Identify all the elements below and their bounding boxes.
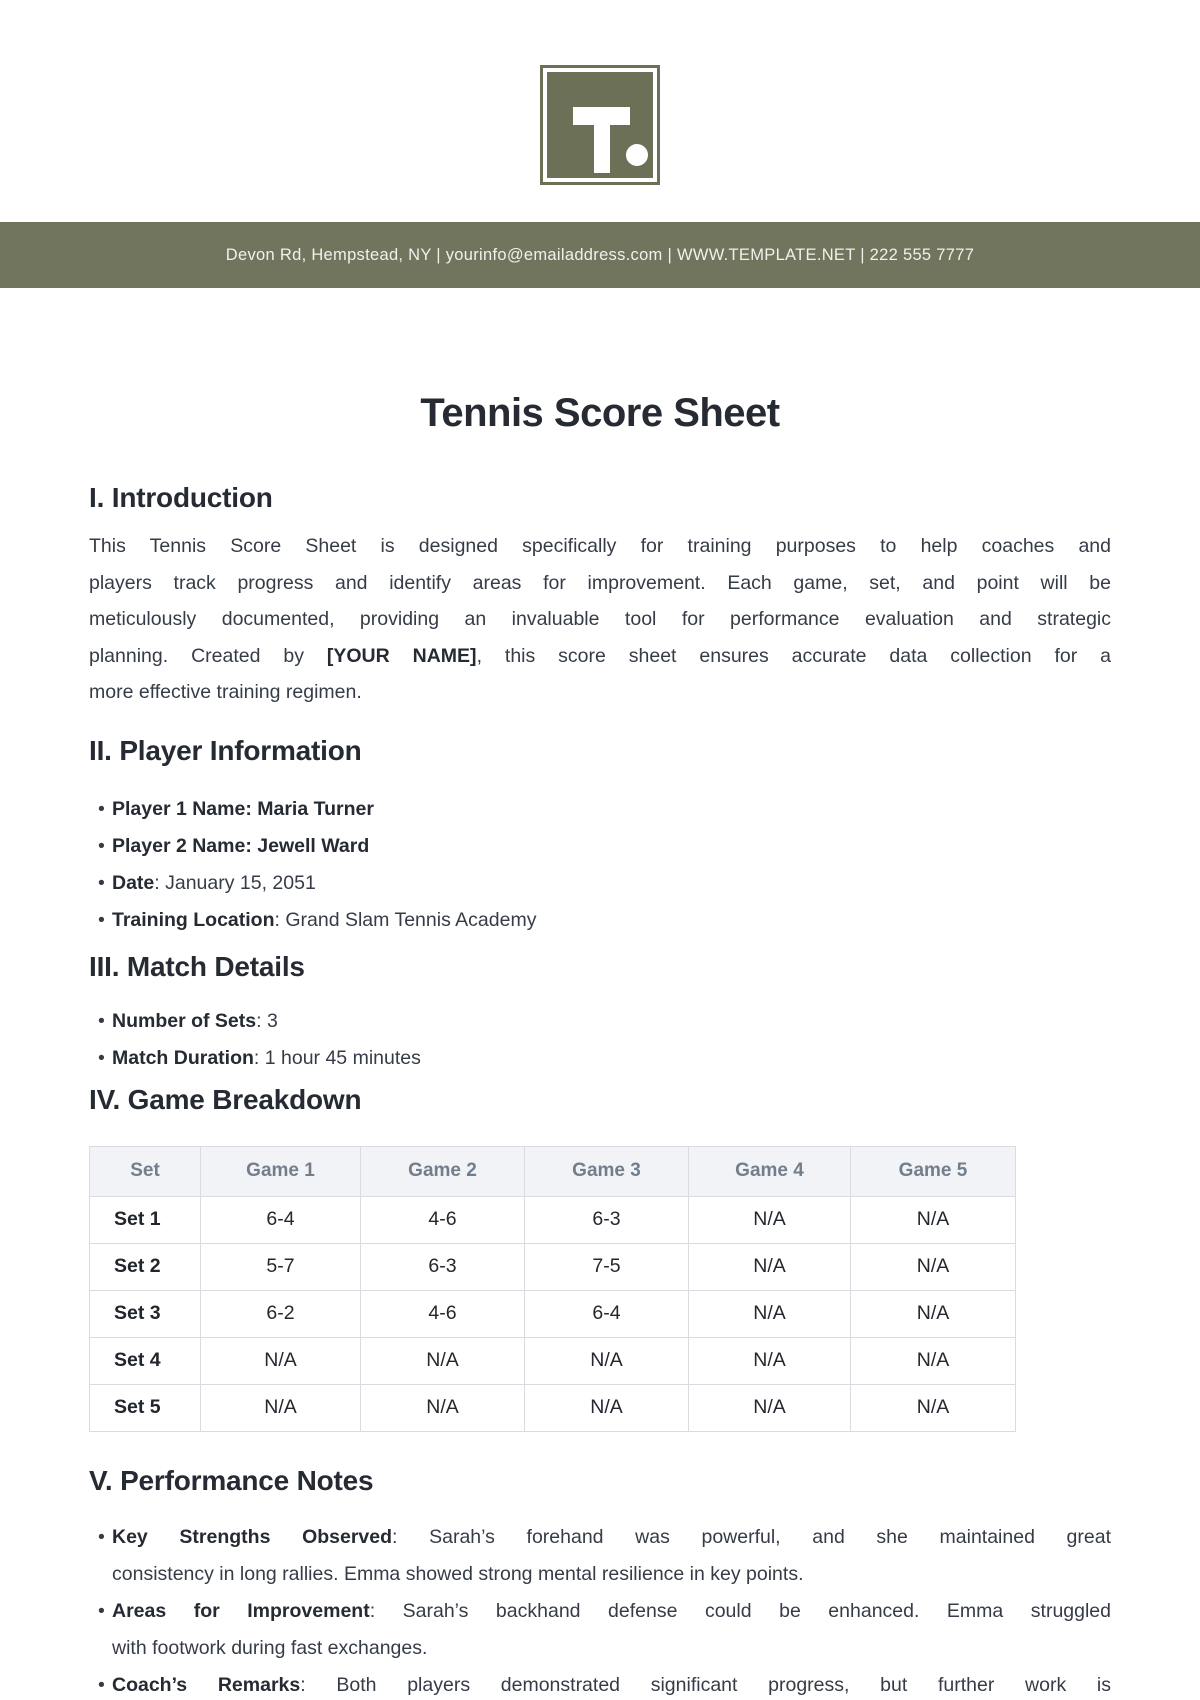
bold-text: Coach’s Remarks <box>112 1673 301 1696</box>
score-cell: N/A <box>851 1243 1016 1290</box>
table-row <box>90 1290 1016 1337</box>
contact-info-text: Devon Rd, Hempstead, NY | yourinfo@emailaddress.com | WWW.TEMPLATE.NET | 222 555 7777 <box>225 246 975 264</box>
text: : January 15, 2051 <box>154 871 316 894</box>
bold-text: Areas for Improvement <box>112 1599 370 1622</box>
list-item <box>112 1040 1111 1077</box>
score-cell: N/A <box>201 1384 361 1431</box>
text-line <box>112 1593 1111 1630</box>
list-item <box>112 865 1111 902</box>
text: with footwork during fast exchanges. <box>112 1636 428 1659</box>
score-cell: N/A <box>525 1384 689 1431</box>
text: , this score sheet ensures accurate data collection for a <box>476 644 1112 667</box>
text: : Grand Slam Tennis Academy <box>274 908 537 931</box>
column-header: Game 3 <box>525 1146 689 1196</box>
game-breakdown-table <box>89 1146 1016 1432</box>
set-label-cell: Set 5 <box>90 1384 201 1431</box>
text-line <box>112 865 1111 902</box>
score-cell: N/A <box>689 1196 851 1243</box>
column-header: Game 1 <box>201 1146 361 1196</box>
text: : 3 <box>256 1009 278 1032</box>
text-line <box>89 601 1111 638</box>
section-heading-player-information: II. Player Information <box>89 734 362 766</box>
text-line <box>89 565 1111 602</box>
text-line <box>112 1040 1111 1077</box>
score-cell: N/A <box>689 1384 851 1431</box>
bold-text: Key Strengths Observed <box>112 1525 393 1548</box>
list-item <box>112 791 1111 828</box>
text: more effective training regimen. <box>89 681 362 704</box>
bold-text: Player 2 Name: Jewell Ward <box>112 834 370 857</box>
set-label-cell: Set 4 <box>90 1337 201 1384</box>
section-heading-performance-notes: V. Performance Notes <box>89 1464 374 1496</box>
set-label-cell: Set 1 <box>90 1196 201 1243</box>
text-line <box>89 674 1111 711</box>
score-cell: N/A <box>361 1337 525 1384</box>
text: : Sarah’s backhand defense could be enhanced. Emma struggled <box>369 1599 1111 1622</box>
score-cell: N/A <box>851 1196 1016 1243</box>
text-line <box>112 1630 1111 1667</box>
column-header: Game 2 <box>361 1146 525 1196</box>
table-row <box>90 1337 1016 1384</box>
page-title: Tennis Score Sheet <box>420 391 780 435</box>
bold-text: Training Location <box>112 908 275 931</box>
score-cell: N/A <box>689 1290 851 1337</box>
text-line <box>112 791 1111 828</box>
score-cell: N/A <box>851 1384 1016 1431</box>
score-cell: 4-6 <box>361 1196 525 1243</box>
introduction-paragraph <box>89 528 1111 711</box>
text: consistency in long rallies. Emma showed strong mental resilience in key points. <box>112 1562 804 1585</box>
score-cell: N/A <box>361 1384 525 1431</box>
text: players track progress and identify areas for improvement. Each game, set, and point will be <box>89 571 1111 594</box>
player-information-list <box>89 791 1111 939</box>
table-header-row <box>90 1146 1016 1196</box>
column-header: Game 4 <box>689 1146 851 1196</box>
column-header: Game 5 <box>851 1146 1016 1196</box>
score-cell: N/A <box>689 1337 851 1384</box>
text-line <box>112 1556 1111 1593</box>
score-cell: 6-3 <box>525 1196 689 1243</box>
score-cell: 7-5 <box>525 1243 689 1290</box>
column-header: Set <box>90 1146 201 1196</box>
bold-text: [YOUR NAME] <box>326 644 477 667</box>
list-item <box>112 902 1111 939</box>
score-cell: 6-4 <box>201 1196 361 1243</box>
text-line <box>89 528 1111 565</box>
text: : Sarah’s forehand was powerful, and she maintained great <box>392 1525 1112 1548</box>
set-label-cell: Set 3 <box>90 1290 201 1337</box>
score-cell: N/A <box>851 1337 1016 1384</box>
text-line <box>112 902 1111 939</box>
score-cell: 6-4 <box>525 1290 689 1337</box>
table-row <box>90 1243 1016 1290</box>
text: This Tennis Score Sheet is designed specifically for training purposes to help coaches and <box>89 535 1111 557</box>
text-line <box>112 1667 1111 1700</box>
section-heading-game-breakdown: IV. Game Breakdown <box>89 1083 362 1115</box>
list-item <box>112 1667 1111 1700</box>
list-item <box>112 1003 1111 1040</box>
bold-text: Date <box>112 871 155 894</box>
text-line <box>112 1519 1111 1556</box>
performance-notes-list <box>89 1519 1111 1700</box>
section-heading-introduction: I. Introduction <box>89 482 273 513</box>
score-cell: 6-3 <box>361 1243 525 1290</box>
score-cell: 5-7 <box>201 1243 361 1290</box>
table-row <box>90 1384 1016 1431</box>
list-item <box>112 1519 1111 1593</box>
bold-text: Player 1 Name: Maria Turner <box>112 797 374 820</box>
bold-text: Match Duration <box>112 1046 254 1069</box>
list-item <box>112 828 1111 865</box>
text: planning. Created by <box>89 644 327 667</box>
document-content <box>89 0 1111 1700</box>
match-details-list <box>89 1003 1111 1077</box>
score-cell: N/A <box>525 1337 689 1384</box>
table-row <box>90 1196 1016 1243</box>
bold-text: Number of Sets <box>112 1009 257 1032</box>
text-line <box>89 638 1111 675</box>
text-line <box>112 828 1111 865</box>
text: : Both players demonstrated significant progress, but further work is <box>300 1673 1111 1696</box>
score-cell: 4-6 <box>361 1290 525 1337</box>
section-heading-match-details: III. Match Details <box>89 950 305 982</box>
score-cell: N/A <box>689 1243 851 1290</box>
score-cell: 6-2 <box>201 1290 361 1337</box>
list-item <box>112 1593 1111 1667</box>
text: meticulously documented, providing an invaluable tool for performance evaluation and strategic <box>89 608 1111 631</box>
text-line <box>112 1003 1111 1040</box>
score-cell: N/A <box>851 1290 1016 1337</box>
score-cell: N/A <box>201 1337 361 1384</box>
set-label-cell: Set 2 <box>90 1243 201 1290</box>
text: : 1 hour 45 minutes <box>253 1046 421 1069</box>
